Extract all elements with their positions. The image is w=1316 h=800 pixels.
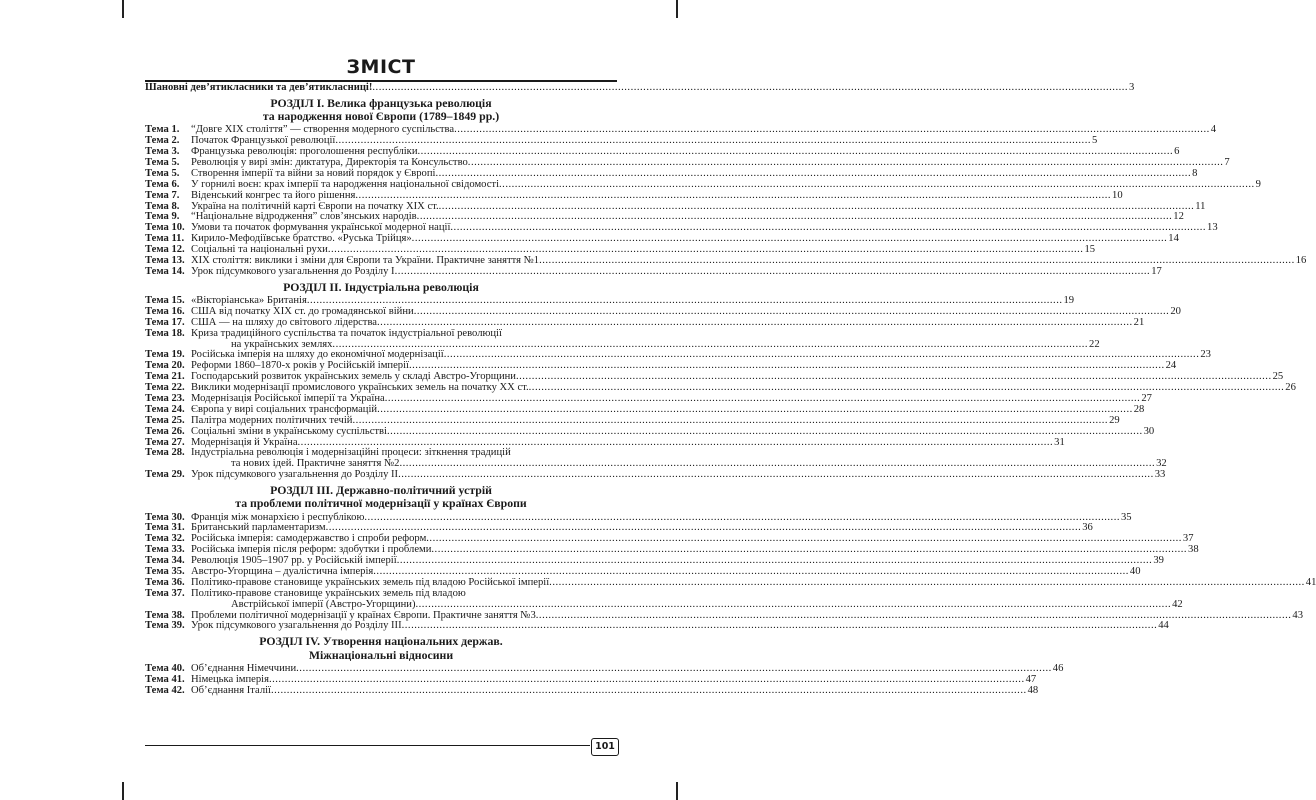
topic-label: Тема 35. xyxy=(145,565,185,577)
page-ref: 24 xyxy=(1165,360,1177,372)
topic-label: Тема 36. xyxy=(145,576,185,588)
toc-entry[interactable] xyxy=(145,684,1039,697)
topic-title: Австро-Угорщина – дуалістична імперія xyxy=(191,565,374,577)
page-ref: 32 xyxy=(1156,458,1167,470)
page-ref: 47 xyxy=(1025,673,1037,685)
topic-label: Тема 12. xyxy=(145,244,185,256)
topic-label: Тема 25. xyxy=(145,414,185,426)
page-ref: 25 xyxy=(1272,371,1284,383)
toc-entry[interactable] xyxy=(145,662,1064,675)
page-ref: 36 xyxy=(1082,522,1093,534)
topic-label: Тема 30. xyxy=(145,511,185,523)
topic-label: Тема 42. xyxy=(145,684,185,696)
toc-entry[interactable] xyxy=(145,589,617,600)
topic-label: Тема 32. xyxy=(145,533,185,545)
topic-label: Тема 2. xyxy=(145,135,180,147)
crop-mark xyxy=(122,0,124,18)
page-ref: 6 xyxy=(1174,146,1180,158)
leader-dots xyxy=(395,267,1151,278)
section-title-line: РОЗДІЛ І. Велика французька революція xyxy=(270,95,492,110)
page-ref: 19 xyxy=(1063,294,1075,306)
topic-label: Тема 40. xyxy=(145,662,185,674)
toc-entry[interactable] xyxy=(145,620,1169,632)
topic-title: та нових ідей. Практичне заняття №2 xyxy=(231,458,400,470)
topic-title: Соціальні зміни в українському суспільстві xyxy=(191,425,387,437)
topic-label: Тема 26. xyxy=(145,425,185,437)
topic-title: Європа у вирі соціальних трансформацій xyxy=(191,403,378,415)
page-ref: 40 xyxy=(1129,565,1141,577)
page-ref: 26 xyxy=(1285,382,1296,394)
table-of-contents xyxy=(145,82,1316,696)
topic-title: Проблеми політичної модернізації у країнах Європи. Практичне заняття №3 xyxy=(191,609,536,621)
topic-label: Тема 34. xyxy=(145,555,185,567)
page-ref: 42 xyxy=(1172,598,1183,610)
page-ref: 30 xyxy=(1143,425,1155,437)
topic-label: Тема 17. xyxy=(145,316,185,328)
topic-label: Тема 1. xyxy=(145,124,180,136)
topic-title: Віденський конгрес та його рішення xyxy=(191,189,356,201)
toc-entry[interactable] xyxy=(145,178,1261,191)
topic-label: Тема 21. xyxy=(145,371,185,383)
topic-title: Початок Французької революції xyxy=(191,135,336,147)
topic-label: Тема 14. xyxy=(145,265,185,277)
topic-title: Кирило-Мефодіївське братство. «Руська Трійця» xyxy=(191,233,412,245)
topic-title: XIX століття: виклики і зміни для Європи та України. Практичне заняття №1 xyxy=(191,254,540,266)
leader-dots xyxy=(269,675,1025,686)
toc-entry[interactable] xyxy=(145,265,1162,278)
topic-title: “Довге ХІХ століття” — створення модерного суспільства xyxy=(191,124,455,136)
topic-title: Соціальні та національні рухи xyxy=(191,244,328,256)
page-ref: 15 xyxy=(1084,244,1096,256)
page-ref: 16 xyxy=(1295,254,1307,266)
page-ref: 27 xyxy=(1141,392,1152,404)
section-title xyxy=(145,635,617,661)
topic-title: Франція між монархією і республікою xyxy=(191,511,365,523)
topic-label: Тема 29. xyxy=(145,469,185,481)
page-ref: 43 xyxy=(1292,609,1303,621)
page-ref: 3 xyxy=(1129,82,1135,93)
topic-label: Тема 11. xyxy=(145,233,185,245)
leader-dots xyxy=(271,686,1027,697)
topic-label: Тема 41. xyxy=(145,673,185,685)
topic-title: Господарський розвиток українських земель у складі Австро-Угорщини xyxy=(191,371,516,383)
page-ref: 31 xyxy=(1054,436,1065,448)
topic-label: Тема 27. xyxy=(145,436,185,448)
topic-label: Тема 15. xyxy=(145,294,185,306)
topic-title: Революція у вирі змін: диктатура, Директорія та Консульство xyxy=(191,156,468,168)
topic-title: Об’єднання Італії xyxy=(191,684,271,696)
page-ref: 41 xyxy=(1305,576,1316,588)
toc-entry[interactable] xyxy=(145,673,1037,686)
page-ref: 7 xyxy=(1224,156,1230,168)
topic-label: Тема 18. xyxy=(145,327,185,339)
topic-label: Тема 28. xyxy=(145,447,185,459)
page-ref: 22 xyxy=(1089,338,1100,350)
page-ref: 8 xyxy=(1192,167,1198,179)
topic-title: Політико-правове становище українських земель під владою Російської імперії xyxy=(191,576,550,588)
topic-label: Тема 39. xyxy=(145,620,185,632)
toc-entry[interactable] xyxy=(145,469,1166,481)
page-ref: 29 xyxy=(1109,414,1120,426)
page-ref: 33 xyxy=(1154,469,1166,481)
topic-title: Британський парламентаризм xyxy=(191,522,326,534)
topic-title: Урок підсумкового узагальнення до Розділу І xyxy=(191,265,395,277)
page-ref: 9 xyxy=(1255,178,1261,190)
section-title xyxy=(145,281,617,294)
footer-rule xyxy=(145,745,590,746)
page-ref: 37 xyxy=(1182,533,1194,545)
topic-label: Тема 6. xyxy=(145,178,180,190)
topic-title: Створення імперії та війни за новий порядок у Європі xyxy=(191,167,436,179)
page-ref: 14 xyxy=(1168,233,1179,245)
topic-title: Французька революція: проголошення республіки xyxy=(191,146,418,158)
topic-label: Тема 31. xyxy=(145,522,185,534)
page-title: ЗМІСТ xyxy=(346,56,416,78)
topic-title: Об’єднання Німеччини xyxy=(191,662,297,674)
topic-title: «Вікторіанська» Британія xyxy=(191,294,307,306)
toc-entry[interactable] xyxy=(145,316,1145,329)
topic-title: У горнилі воєн: крах імперії та народження національної свідомості xyxy=(191,178,500,190)
intro-text: Шановні дев’ятикласники та дев’ятикласниці! xyxy=(145,82,373,93)
topic-title: Умови та початок формування української модерної нації xyxy=(191,222,451,234)
section-title-line: Міжнаціональні відносини xyxy=(308,647,454,662)
crop-mark xyxy=(122,782,124,800)
page-number-badge: 101 xyxy=(591,738,619,756)
topic-label: Тема 23. xyxy=(145,392,185,404)
page-ref: 44 xyxy=(1158,620,1169,632)
topic-title: США — на шляху до світового лідерства xyxy=(191,316,378,328)
page-ref: 13 xyxy=(1207,222,1218,234)
section-title-line: та проблеми політичної модернізації у країнах Європи xyxy=(235,496,527,511)
topic-title: Індустріальна революція і модернізаційні процеси: зіткнення традицій xyxy=(191,447,511,459)
page-ref: 39 xyxy=(1153,555,1164,567)
topic-label: Тема 9. xyxy=(145,211,180,223)
toc-entry[interactable] xyxy=(145,189,1123,202)
topic-label: Тема 19. xyxy=(145,349,185,361)
page-ref: 46 xyxy=(1052,662,1064,674)
page-ref: 23 xyxy=(1200,349,1211,361)
topic-label: Тема 7. xyxy=(145,189,180,201)
topic-title: Палітра модерних політичних течій xyxy=(191,414,353,426)
page-ref: 28 xyxy=(1133,403,1145,415)
page-ref: 5 xyxy=(1092,135,1098,147)
topic-title: на українських землях xyxy=(231,338,333,350)
toc-entry[interactable] xyxy=(145,598,1183,611)
leader-dots xyxy=(415,600,1171,611)
topic-label: Тема 5. xyxy=(145,167,180,179)
topic-title: Російська імперія: самодержавство і спроби реформ xyxy=(191,533,427,545)
section-title-line: РОЗДІЛ ІІІ. Державно-політичний устрій xyxy=(270,483,492,498)
section-title-line: РОЗДІЛ IV. Утворення національних держав. xyxy=(259,634,503,649)
leader-dots xyxy=(398,470,1154,481)
topic-label: Тема 37. xyxy=(145,587,185,599)
topic-label: Тема 38. xyxy=(145,609,185,621)
page-ref: 11 xyxy=(1195,200,1206,212)
topic-title: Політико-правове становище українських земель під владою xyxy=(191,587,466,599)
page-ref: 48 xyxy=(1027,684,1039,696)
topic-title: США від початку ХІХ ст. до громадянської війни xyxy=(191,305,414,317)
topic-label: Тема 3. xyxy=(145,146,180,158)
topic-label: Тема 22. xyxy=(145,382,185,394)
leader-dots xyxy=(402,621,1158,632)
topic-title: Модернізація й Україна xyxy=(191,436,298,448)
intro-entry[interactable] xyxy=(145,82,1135,94)
page-ref: 38 xyxy=(1188,544,1199,556)
page-ref: 12 xyxy=(1173,211,1184,223)
topic-title: Російська імперія на шляху до економічної модернізації xyxy=(191,349,444,361)
topic-title: Криза традиційного суспільства та початок індустріальної революції xyxy=(191,327,502,339)
topic-label: Тема 10. xyxy=(145,222,185,234)
topic-title: Урок підсумкового узагальнення до Розділу ІІІ xyxy=(191,620,402,632)
toc-entry[interactable] xyxy=(145,329,617,340)
leader-dots xyxy=(372,83,1128,94)
page-ref: 20 xyxy=(1170,305,1181,317)
crop-mark xyxy=(676,0,678,18)
topic-title: Реформи 1860–1870-х років у Російській імперії xyxy=(191,360,409,372)
topic-title: Російська імперія після реформ: здобутки і проблеми xyxy=(191,544,432,556)
topic-label: Тема 24. xyxy=(145,403,185,415)
topic-title: Урок підсумкового узагальнення до Розділу ІІ xyxy=(191,469,399,481)
leader-dots xyxy=(355,191,1111,202)
leader-dots xyxy=(296,664,1052,675)
topic-label: Тема 5. xyxy=(145,156,180,168)
topic-title: Революція 1905–1907 рр. у Російській імперії xyxy=(191,555,397,567)
page-ref: 35 xyxy=(1121,511,1132,523)
topic-title: “Національне відродження” слов’янських народів xyxy=(191,211,417,223)
crop-mark xyxy=(676,782,678,800)
page-ref: 17 xyxy=(1151,265,1162,277)
section-title-line: РОЗДІЛ ІІ. Індустріальна революція xyxy=(283,279,479,294)
section-title xyxy=(145,484,617,510)
topic-label: Тема 8. xyxy=(145,200,180,212)
toc-entry[interactable] xyxy=(145,425,1155,438)
topic-title: Україна на політичній карті Європи на початку XIX ст. xyxy=(191,200,439,212)
leader-dots xyxy=(387,427,1143,438)
topic-label: Тема 33. xyxy=(145,544,185,556)
topic-label: Тема 16. xyxy=(145,305,185,317)
topic-title: Німецька імперія xyxy=(191,673,269,685)
section-title xyxy=(145,97,617,123)
topic-title: Модернізація Російської імперії та Україна xyxy=(191,392,385,404)
page-ref: 4 xyxy=(1210,124,1217,136)
topic-label: Тема 13. xyxy=(145,254,185,266)
topic-title: Виклики модернізації промислового українських земель на початку ХХ ст. xyxy=(191,382,529,394)
topic-title: Австрійської імперії (Австро-Угорщини) xyxy=(231,598,416,610)
topic-label: Тема 20. xyxy=(145,360,185,372)
section-title-line: та народження нової Європи (1789–1849 рр.) xyxy=(262,109,500,124)
page-ref: 21 xyxy=(1133,316,1145,328)
page-ref: 10 xyxy=(1112,189,1123,201)
leader-dots xyxy=(549,578,1305,589)
